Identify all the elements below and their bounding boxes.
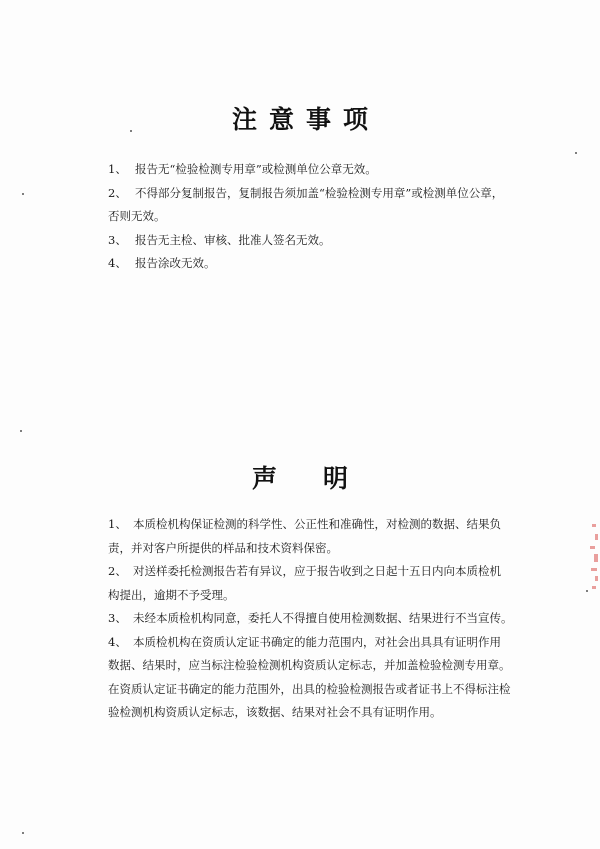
notes-item-2: [108, 182, 508, 229]
stamp-edge-mark: [586, 520, 600, 600]
item-text: 报告涂改无效。: [135, 256, 216, 270]
item-text-continued: 数据、结果时，应当标注检验检测机构资质认定标志，并加盖检验检测专用章。: [108, 658, 511, 672]
scan-speck: [22, 193, 24, 195]
declaration-title-part1: 声: [251, 464, 277, 493]
item-number: 3、: [108, 611, 127, 625]
notes-title: 注意事项: [231, 105, 380, 134]
scan-speck: [22, 832, 24, 834]
declaration-item-3: [108, 607, 522, 631]
notes-item-1: [108, 158, 508, 182]
notes-list: [108, 158, 508, 276]
item-number: 2、: [108, 185, 127, 200]
item-text: 本质检机构在资质认定证书确定的能力范围内，对社会出具具有证明作用: [133, 634, 501, 649]
item-number: 1、: [108, 517, 127, 531]
declaration-list: [108, 513, 522, 725]
item-text: 不得部分复制报告，复制报告须加盖“检验检测专用章”或检测单位公章，: [135, 185, 504, 200]
item-number: 1、: [108, 162, 127, 176]
item-text-continued: 责，并对客户所提供的样品和技术资料保密。: [108, 540, 338, 555]
notes-item-4: [108, 252, 508, 276]
item-number: 4、: [108, 256, 127, 270]
item-number: 4、: [108, 634, 127, 649]
declaration-item-2: [108, 560, 522, 607]
item-text-continued: 在资质认定证书确定的能力范围外，出具的检验检测报告或者证书上不得标注检: [108, 681, 511, 696]
item-number: 2、: [108, 564, 127, 578]
item-text: 对送样委托检测报告若有异议，应于报告收到之日起十五日内向本质检机: [133, 564, 501, 578]
declaration-title: [0, 459, 600, 495]
item-number: 3、: [108, 232, 127, 247]
scan-speck: [130, 130, 132, 132]
declaration-item-4: [108, 631, 522, 725]
item-text: 报告无“检验检测专用章”或检测单位公章无效。: [135, 162, 377, 176]
notes-item-3: [108, 229, 508, 253]
item-text-continued: 否则无效。: [108, 209, 166, 223]
item-text: 本质检机构保证检测的科学性、公正性和准确性，对检测的数据、结果负: [133, 517, 501, 531]
item-text: 未经本质检机构同意，委托人不得擅自使用检测数据、结果进行不当宣传。: [133, 611, 513, 625]
item-text: 报告无主检、审核、批准人签名无效。: [135, 232, 331, 247]
scan-speck: [20, 430, 22, 432]
declaration-title-part2: 明: [323, 464, 349, 493]
item-text-continued: 验检测机构资质认定标志，该数据、结果对社会不具有证明作用。: [108, 705, 442, 719]
item-text-continued: 构提出，逾期不予受理。: [108, 587, 235, 602]
scan-speck: [575, 152, 577, 154]
declaration-item-1: [108, 513, 522, 560]
